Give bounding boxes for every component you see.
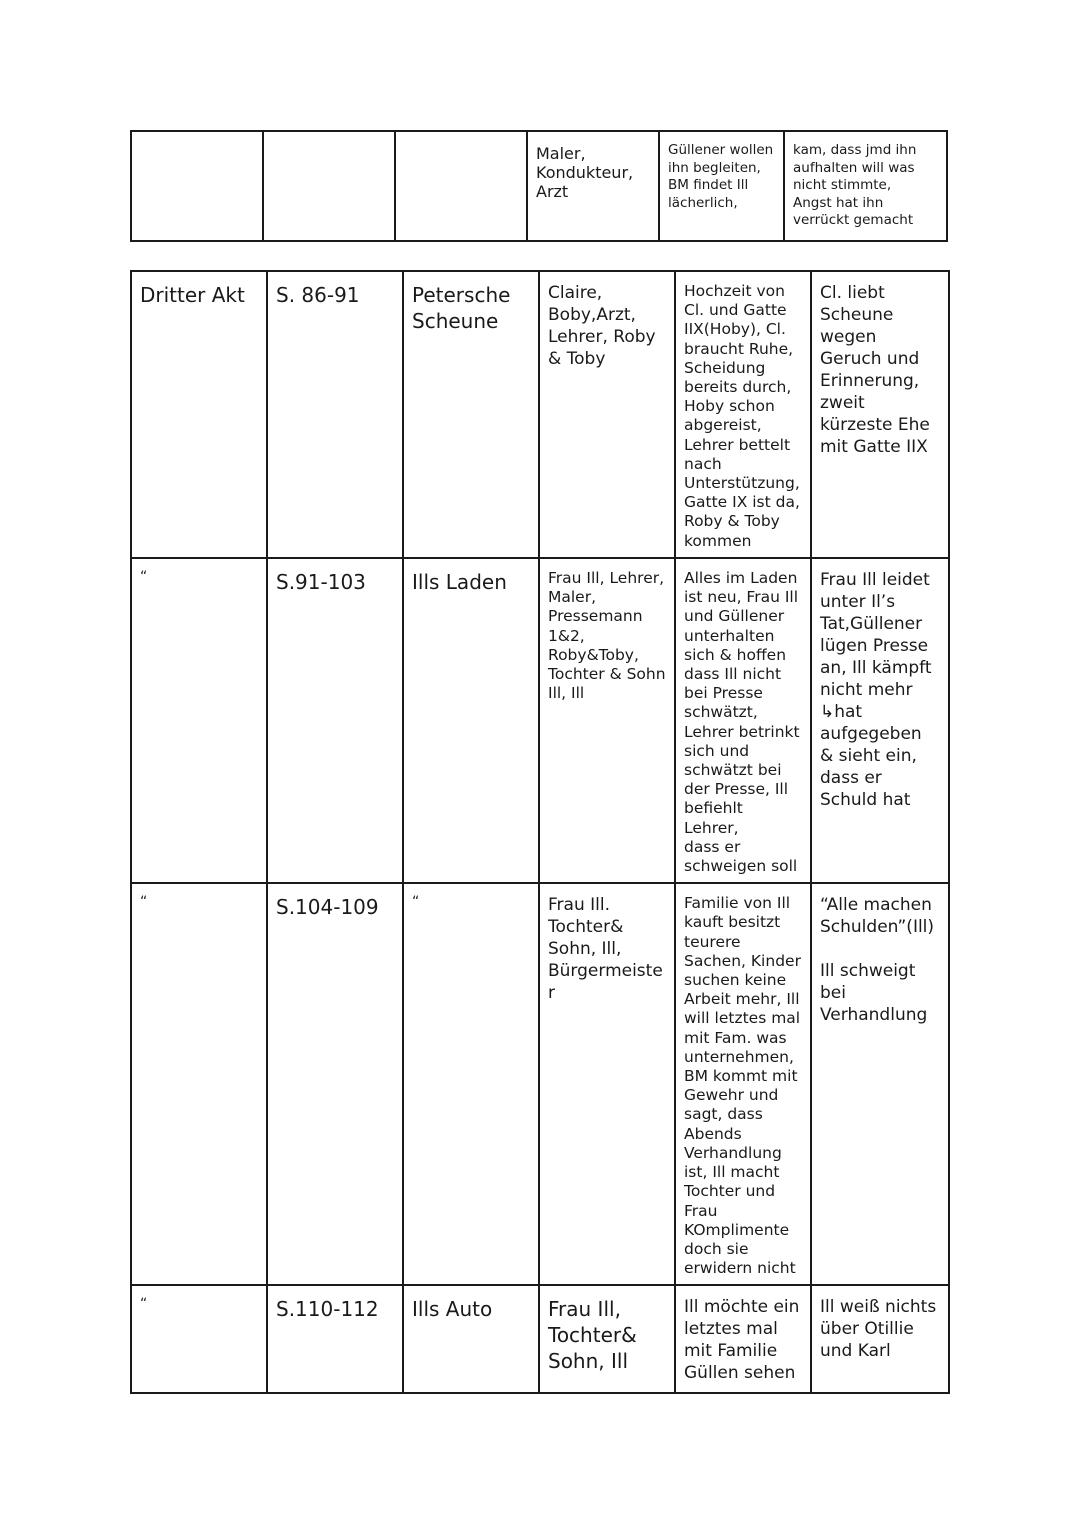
- cell-act: “: [131, 1285, 267, 1393]
- cell-pages: S.110-112: [267, 1285, 403, 1393]
- cell-characters: Frau Ill, Lehrer, Maler, Pressemann 1&2, Roby&Toby, Tochter & Sohn Ill, Ill: [539, 558, 675, 883]
- cell-location: “: [403, 883, 539, 1285]
- cell-notes: “Alle machen Schulden”(Ill) Ill schweigt bei Verhandlung: [811, 883, 949, 1285]
- table-row: [131, 883, 949, 1285]
- continuation-table: [130, 130, 948, 242]
- cell-content: Hochzeit von Cl. und Gatte IIX(Hoby), Cl. braucht Ruhe, Scheidung bereits durch, Hoby schon abgereist, Lehrer bettelt nach Unterstützung, Gatte IX ist da, Roby & Toby kommen: [675, 271, 811, 558]
- cell-characters: Frau Ill, Tochter& Sohn, Ill: [539, 1285, 675, 1393]
- cell-notes: Ill weiß nichts über Otillie und Karl: [811, 1285, 949, 1393]
- cell-pages: S.91-103: [267, 558, 403, 883]
- cell-location: Petersche Scheune: [403, 271, 539, 558]
- table-row: [131, 1285, 949, 1393]
- cell-notes: Cl. liebt Scheune wegen Geruch und Erinnerung, zweit kürzeste Ehe mit Gatte IIX: [811, 271, 949, 558]
- cell-location: Ills Laden: [403, 558, 539, 883]
- cell-characters: Maler, Kondukteur, Arzt: [527, 131, 659, 241]
- cell-characters: Claire, Boby,Arzt, Lehrer, Roby & Toby: [539, 271, 675, 558]
- cell-pages: S. 86-91: [267, 271, 403, 558]
- table-row: [131, 558, 949, 883]
- cell-content: Güllener wollen ihn begleiten, BM findet Ill lächerlich,: [659, 131, 784, 241]
- table-row: [131, 271, 949, 558]
- cell-notes: Frau Ill leidet unter Il’s Tat,Güllener lügen Presse an, Ill kämpft nicht mehr ↳hat aufgegeben & sieht ein, dass er Schuld hat: [811, 558, 949, 883]
- cell-content: Ill möchte ein letztes mal mit Familie Güllen sehen: [675, 1285, 811, 1393]
- cell-act: “: [131, 883, 267, 1285]
- cell-location: [395, 131, 527, 241]
- act-three-table: [130, 270, 950, 1394]
- cell-act: [131, 131, 263, 241]
- cell-pages: S.104-109: [267, 883, 403, 1285]
- table-row: [131, 131, 947, 241]
- cell-notes: kam, dass jmd ihn aufhalten will was nicht stimmte, Angst hat ihn verrückt gemacht: [784, 131, 947, 241]
- cell-characters: Frau Ill. Tochter& Sohn, Ill, Bürgermeiste r: [539, 883, 675, 1285]
- cell-content: Familie von Ill kauft besitzt teurere Sachen, Kinder suchen keine Arbeit mehr, Ill will letztes mal mit Fam. was unternehmen, BM kommt mit Gewehr und sagt, dass Abends Verhandlung ist, Ill macht Tochter und Frau KOmplimente doch sie erwidern nicht: [675, 883, 811, 1285]
- cell-content: Alles im Laden ist neu, Frau Ill und Güllener unterhalten sich & hoffen dass Ill nicht bei Presse schwätzt, Lehrer betrinkt sich und schwätzt bei der Presse, Ill befiehlt Lehrer, dass er schweigen soll: [675, 558, 811, 883]
- cell-pages: [263, 131, 395, 241]
- cell-act: Dritter Akt: [131, 271, 267, 558]
- cell-location: Ills Auto: [403, 1285, 539, 1393]
- cell-act: “: [131, 558, 267, 883]
